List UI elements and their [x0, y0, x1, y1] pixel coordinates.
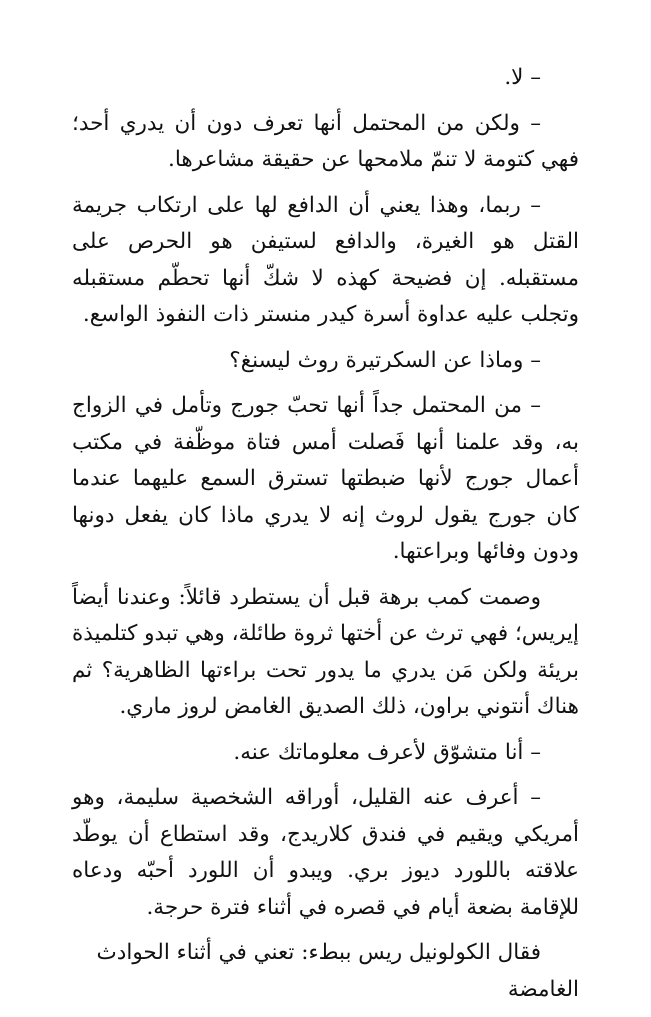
paragraph-8: – أعرف عنه القليل، أوراقه الشخصية سليمة، وهو أمريكي ويقيم في فندق كلاريدج، وقد استطاع أن يوطّد علاقته باللورد ديوز بري. ويبدو أن اللورد أحبّه ودعاه للإقامة بضعة أيام في قصره في أثناء فترة حرجة. [72, 785, 579, 920]
paragraph-4: – وماذا عن السكرتيرة روث ليسنغ؟ [229, 347, 541, 373]
paragraph-9: فقال الكولونيل ريس ببطء: تعني في أثناء الحوادث الغامضة [96, 940, 579, 1002]
paragraph-5: – من المحتمل جداً أنها تحبّ جورج وتأمل في الزواج به، وقد علمنا أنها فَصلت أمس فتاة موظّفة في مكتب أعمال جورج لأنها ضبطتها تسترق السمع عليهما عندما كان جورج يقول لروث إنه لا يدري ماذا كان يفعل دونها ودون وفائها وبراعتها. [72, 393, 579, 564]
paragraph-7: – أنا متشوّق لأعرف معلوماتك عنه. [233, 739, 541, 765]
paragraph-3: – ربما، وهذا يعني أن الدافع لها على ارتكاب جريمة القتل هو الغيرة، والدافع لستيفن هو الحرص على مستقبله. إن فضيحة كهذه لا شكّ أنها تحطّم مستقبله وتجلب عليه عداوة أسرة كيدر منستر ذات النفوذ الواسع. [72, 192, 579, 327]
paragraph-1: – لا. [504, 65, 541, 90]
page-text [72, 60, 579, 1017]
paragraph-2: – ولكن من المحتمل أنها تعرف دون أن يدري أحد؛ فهي كتومة لا تنمّ ملامحها عن حقيقة مشاعرها. [72, 110, 579, 172]
paragraph-6: وصمت كمب برهة قبل أن يستطرد قائلاً: وعندنا أيضاً إيريس؛ فهي ترث عن أختها ثروة طائلة، وهي تبدو كتلميذة بريئة ولكن مَن يدري ما يدور تحت براءتها الظاهرية؟ ثم هناك أنتوني براون، ذلك الصديق الغامض لروز ماري. [72, 584, 579, 719]
